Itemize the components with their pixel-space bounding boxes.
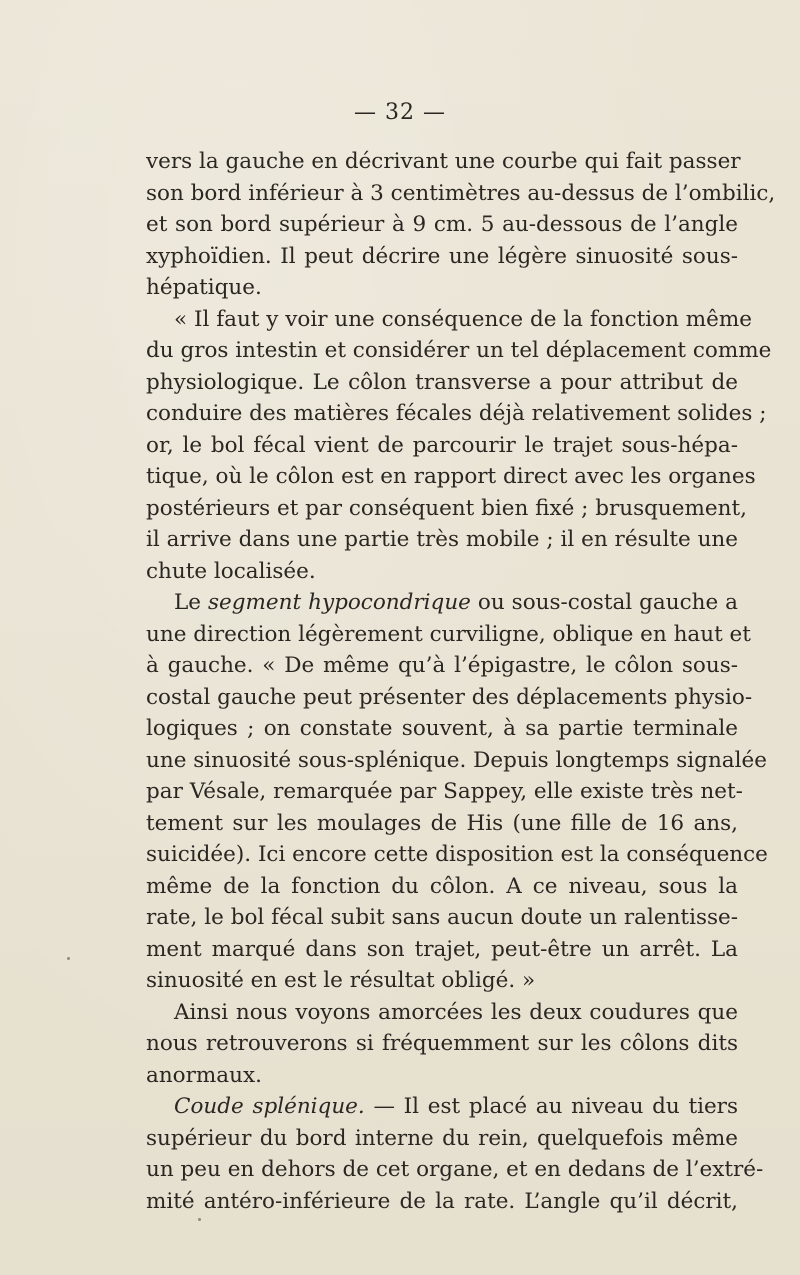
text-line: physiologique. Le côlon transverse a pour attribut de <box>146 369 738 395</box>
text-line: ment marqué dans son trajet, peut-être un arrêt. La <box>146 936 738 962</box>
text-line: un peu en dehors de cet organe, et en dedans de l’extré- <box>146 1157 764 1182</box>
text-line: une sinuosité sous-splénique. Depuis longtemps signalée <box>146 747 767 773</box>
text-line: et son bord supérieur à 9 cm. 5 au-dessous de l’angle <box>146 212 738 237</box>
text-line <box>146 1091 738 1123</box>
text-line: xyphoïdien. Il peut décrire une légère sinuosité sous- <box>146 243 738 269</box>
text-line: tique, où le côlon est en rapport direct avec les organes <box>146 464 756 489</box>
text-line <box>146 587 738 619</box>
text-line: Ainsi nous voyons amorcées les deux coudures que <box>174 999 738 1025</box>
italic-phrase: Coude splénique. <box>174 1094 365 1119</box>
text-segment: ou sous-costal gauche a <box>470 590 738 615</box>
text-line: du gros intestin et considérer un tel déplacement comme <box>146 338 772 363</box>
text-line: or, le bol fécal vient de parcourir le trajet sous-hépa- <box>146 432 738 458</box>
body-text <box>146 146 776 1217</box>
text-line: à gauche. « De même qu’à l’épigastre, le côlon sous- <box>146 653 738 678</box>
text-line: rate, le bol fécal subit sans aucun doute un ralentisse- <box>146 905 738 930</box>
text-line: nous retrouverons si fréquemment sur les côlons dits <box>146 1031 738 1056</box>
paper-speck <box>198 1218 201 1221</box>
text-line: postérieurs et par conséquent bien fixé ; brusquement, <box>146 495 747 521</box>
text-line: par Vésale, remarquée par Sappey, elle existe très net- <box>146 779 743 804</box>
text-line: logiques ; on constate souvent, à sa partie terminale <box>146 716 738 741</box>
text-line: anormaux. <box>146 1062 262 1088</box>
text-line: suicidée). Ici encore cette disposition est la conséquence <box>146 842 768 867</box>
paper-speck <box>67 957 70 960</box>
text-line: tement sur les moulages de His (une fille de 16 ans, <box>146 810 738 836</box>
text-line: sinuosité en est le résultat obligé. » <box>146 968 536 993</box>
text-line: son bord inférieur à 3 centimètres au-dessus de l’ombilic, <box>146 180 776 206</box>
page-number: — 32 — <box>354 100 446 125</box>
text-line: conduire des matières fécales déjà relativement solides ; <box>146 401 767 426</box>
text-segment: Le <box>174 590 208 615</box>
text-segment: — Il est placé au niveau du tiers <box>364 1094 738 1119</box>
text-line: même de la fonction du côlon. A ce niveau, sous la <box>146 873 738 899</box>
text-line: « Il faut y voir une conséquence de la fonction même <box>174 306 752 332</box>
text-line: une direction légèrement curviligne, oblique en haut et <box>146 621 751 647</box>
text-line: costal gauche peut présenter des déplacements physio- <box>146 684 753 710</box>
text-line: supérieur du bord interne du rein, quelquefois même <box>146 1125 738 1151</box>
italic-phrase: segment hypocondrique <box>208 590 471 615</box>
text-line: il arrive dans une partie très mobile ; il en résulte une <box>146 527 738 552</box>
text-line: hépatique. <box>146 275 262 300</box>
text-line: mité antéro-inférieure de la rate. L’angle qu’il décrit, <box>146 1188 738 1214</box>
text-line: vers la gauche en décrivant une courbe qui fait passer <box>146 149 741 174</box>
text-line: chute localisée. <box>146 558 316 584</box>
